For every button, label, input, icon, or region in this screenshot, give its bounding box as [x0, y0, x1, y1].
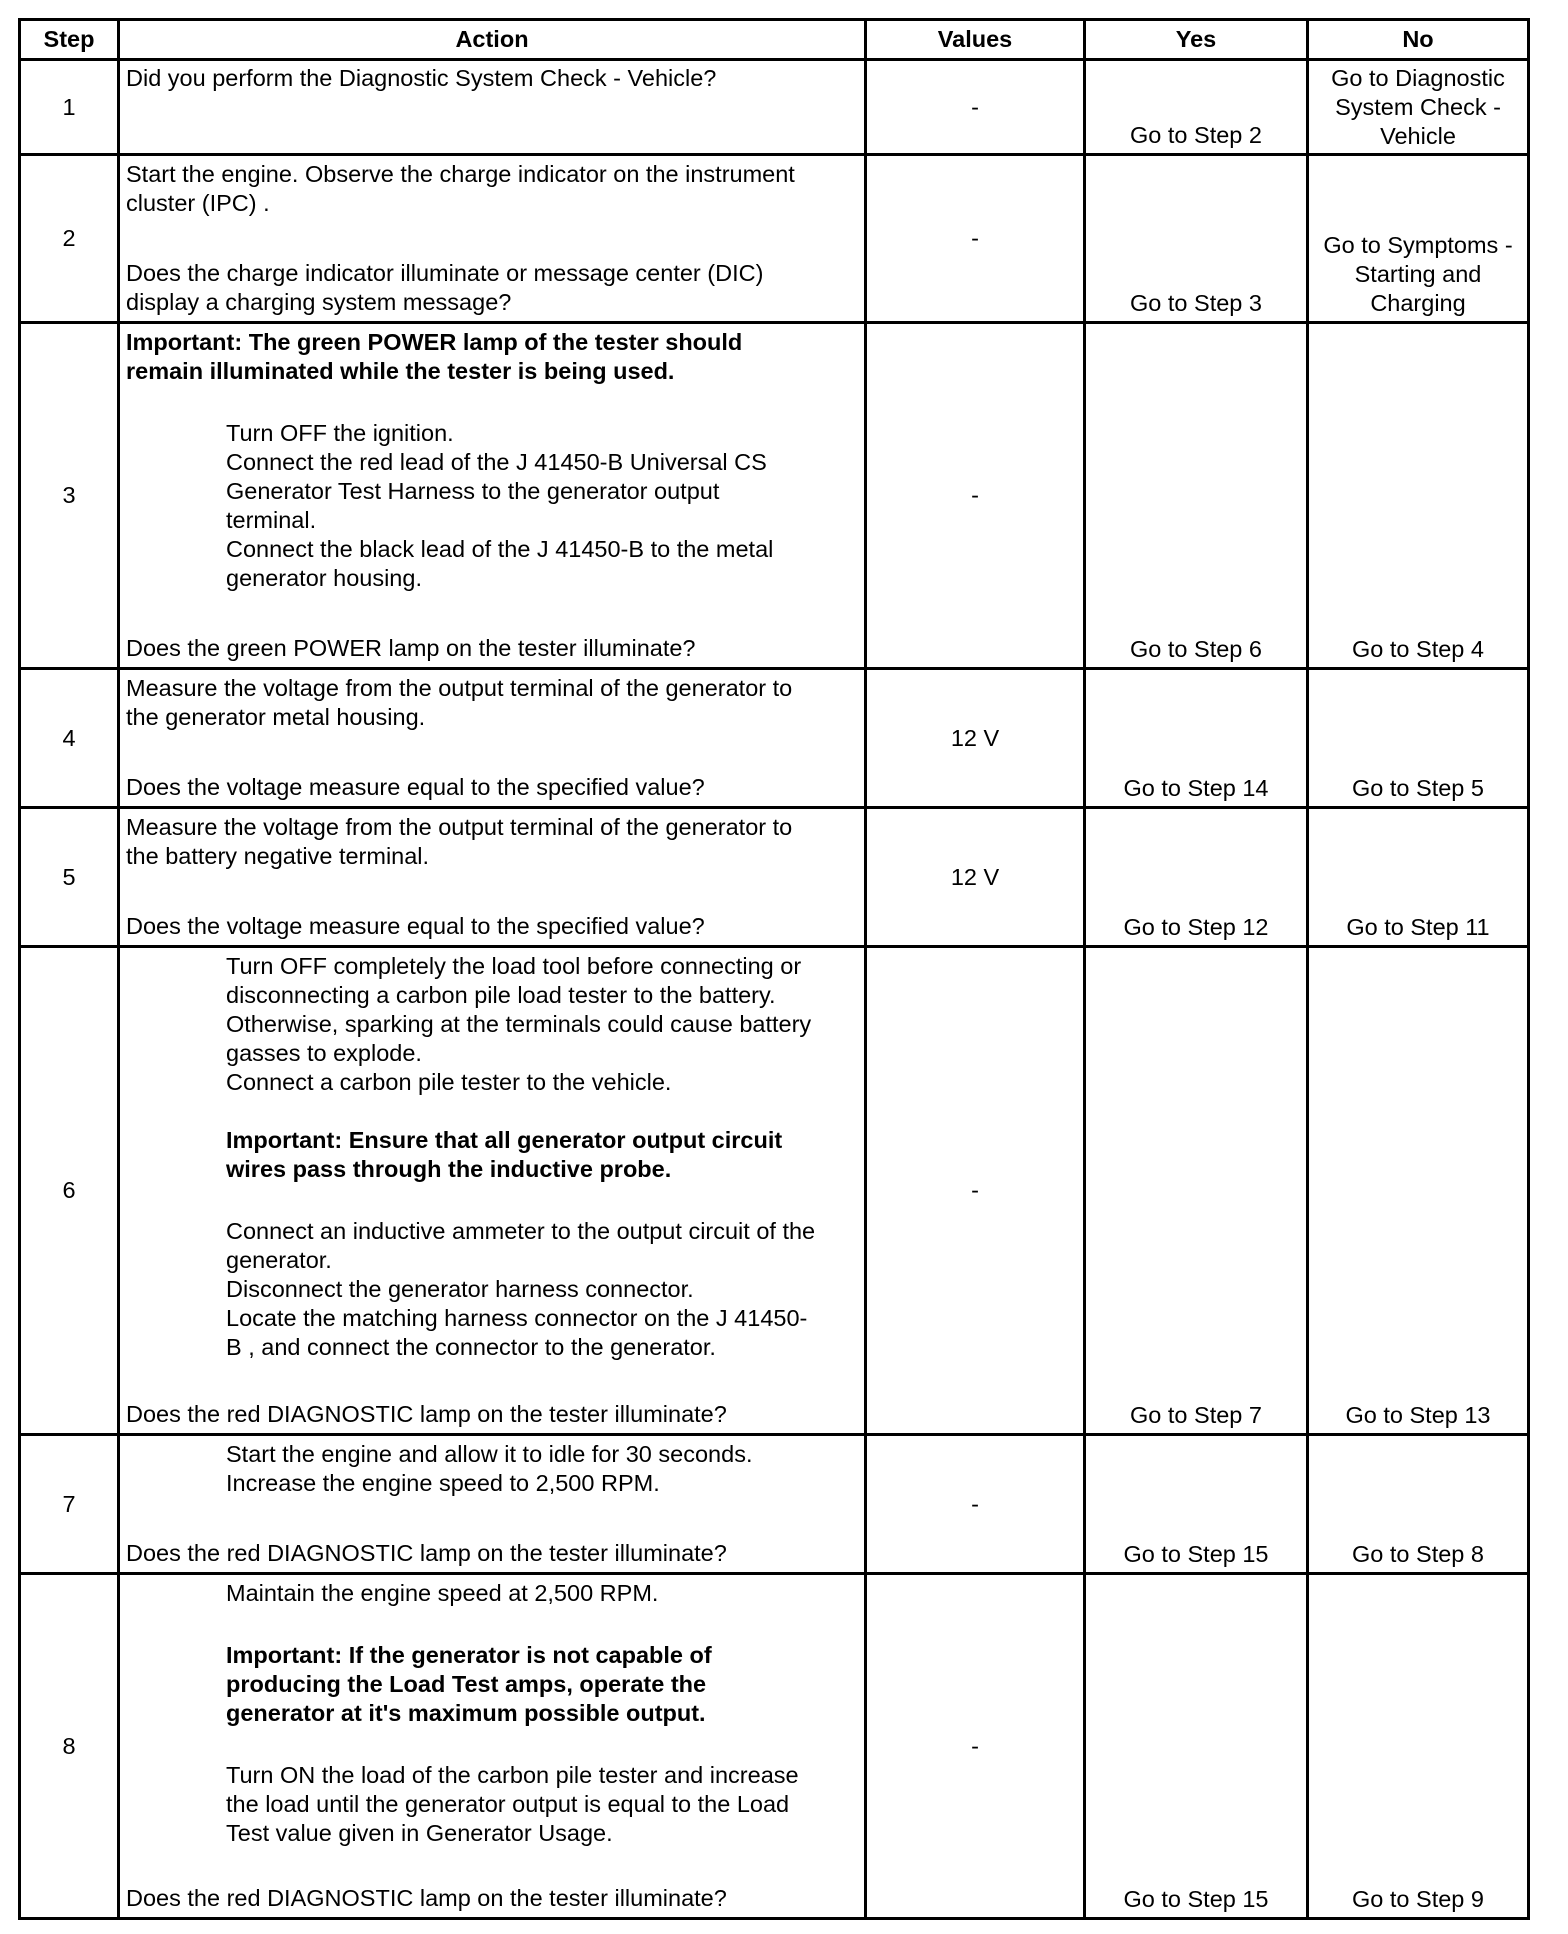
- yes-link: Go to Step 6: [1130, 636, 1262, 662]
- action-question: Does the red DIAGNOSTIC lamp on the tester illuminate?: [126, 1885, 727, 1911]
- action-line: Start the engine. Observe the charge indicator on the instrument: [126, 161, 795, 187]
- bullet-line: Otherwise, sparking at the terminals could cause battery: [226, 1011, 812, 1037]
- step-number: 2: [20, 155, 119, 323]
- no-cell: [1308, 1574, 1529, 1919]
- table-row: [20, 808, 1529, 947]
- value-cell: -: [866, 1435, 1085, 1574]
- value-cell: -: [866, 947, 1085, 1435]
- action-line: the battery negative terminal.: [126, 843, 430, 869]
- action-question: display a charging system message?: [126, 289, 512, 315]
- action-cell: [119, 1435, 866, 1574]
- no-line: Vehicle: [1380, 122, 1456, 149]
- bullet-line: Connect a carbon pile tester to the vehicle.: [226, 1069, 672, 1095]
- bullet-line: generator.: [226, 1247, 332, 1273]
- action-line: Measure the voltage from the output terminal of the generator to: [126, 814, 793, 840]
- action-cell: [119, 60, 866, 155]
- important-note: remain illuminated while the tester is being used.: [126, 358, 675, 384]
- yes-link: Go to Step 7: [1130, 1402, 1262, 1428]
- table-row: [20, 155, 1529, 323]
- yes-cell: [1085, 808, 1308, 947]
- no-cell: [1308, 60, 1529, 155]
- bullet-line: the load until the generator output is equal to the Load: [226, 1791, 790, 1817]
- bullet-line: disconnecting a carbon pile load tester to the battery.: [226, 982, 776, 1008]
- action-cell: [119, 808, 866, 947]
- no-cell: [1308, 1435, 1529, 1574]
- bullet-line: generator housing.: [226, 565, 422, 591]
- no-line: Starting and: [1354, 261, 1482, 287]
- yes-link: Go to Step 14: [1123, 775, 1269, 801]
- value-cell: 12 V: [866, 669, 1085, 808]
- bullet-line: Test value given in Generator Usage.: [226, 1820, 613, 1846]
- table-row: [20, 1435, 1529, 1574]
- bullet-line: Connect the black lead of the J 41450-B to the metal: [226, 536, 774, 562]
- header-yes: Yes: [1085, 20, 1308, 60]
- bullet-line: Turn ON the load of the carbon pile tester and increase: [226, 1762, 799, 1788]
- action-question: Does the charge indicator illuminate or message center (DIC): [126, 260, 764, 286]
- no-line: System Check -: [1335, 93, 1501, 120]
- important-note: Important: If the generator is not capable of: [226, 1642, 712, 1668]
- header-step: Step: [20, 20, 119, 60]
- bullet-line: Disconnect the generator harness connector.: [226, 1276, 694, 1302]
- action-cell: [119, 155, 866, 323]
- bullet-line: Locate the matching harness connector on the J 41450-: [226, 1305, 808, 1331]
- action-line: cluster (IPC) .: [126, 190, 270, 216]
- yes-cell: [1085, 947, 1308, 1435]
- bullet-line: terminal.: [226, 507, 317, 533]
- table-row: [20, 60, 1529, 155]
- action-question: Does the red DIAGNOSTIC lamp on the tester illuminate?: [126, 1540, 727, 1566]
- value-cell: 12 V: [866, 808, 1085, 947]
- no-cell: [1308, 669, 1529, 808]
- no-cell: [1308, 323, 1529, 669]
- table-header-row: [20, 20, 1529, 60]
- important-note: Important: Ensure that all generator output circuit: [226, 1127, 783, 1153]
- no-cell: [1308, 808, 1529, 947]
- yes-link: Go to Step 12: [1123, 914, 1269, 940]
- yes-cell: [1085, 1435, 1308, 1574]
- step-number: 7: [20, 1435, 119, 1574]
- step-number: 6: [20, 947, 119, 1435]
- no-link: Go to Step 4: [1352, 636, 1484, 662]
- no-link: Go to Step 8: [1352, 1541, 1484, 1567]
- action-cell: [119, 669, 866, 808]
- step-number: 5: [20, 808, 119, 947]
- no-line: Go to Diagnostic: [1331, 64, 1505, 91]
- table-row: [20, 1574, 1529, 1919]
- yes-link: Go to Step 15: [1123, 1541, 1269, 1567]
- bullet-line: gasses to explode.: [226, 1040, 422, 1066]
- table-row: [20, 947, 1529, 1435]
- no-cell: [1308, 947, 1529, 1435]
- value-cell: -: [866, 1574, 1085, 1919]
- no-link: Go to Step 5: [1352, 775, 1484, 801]
- action-cell: [119, 947, 866, 1435]
- no-line: Go to Symptoms -: [1323, 232, 1513, 258]
- important-note: Important: The green POWER lamp of the tester should: [126, 329, 743, 355]
- yes-cell: [1085, 60, 1308, 155]
- action-cell: [119, 1574, 866, 1919]
- value-cell: -: [866, 60, 1085, 155]
- bullet-line: Connect an inductive ammeter to the output circuit of the: [226, 1218, 816, 1244]
- no-line: Charging: [1370, 290, 1466, 316]
- yes-link: Go to Step 3: [1130, 290, 1262, 316]
- bullet-line: Turn OFF completely the load tool before connecting or: [226, 953, 802, 979]
- bullet-line: Turn OFF the ignition.: [226, 420, 454, 446]
- step-number: 3: [20, 323, 119, 669]
- step-number: 8: [20, 1574, 119, 1919]
- action-question: Does the red DIAGNOSTIC lamp on the tester illuminate?: [126, 1401, 727, 1427]
- no-link: Go to Step 9: [1352, 1886, 1484, 1912]
- bullet-line: Maintain the engine speed at 2,500 RPM.: [226, 1580, 659, 1606]
- header-action: Action: [119, 20, 866, 60]
- bullet-line: B , and connect the connector to the generator.: [226, 1334, 716, 1360]
- table-row: [20, 323, 1529, 669]
- action-line: the generator metal housing.: [126, 704, 426, 730]
- yes-link: Go to Step 2: [1130, 122, 1262, 148]
- yes-link: Go to Step 15: [1123, 1886, 1269, 1912]
- value-cell: -: [866, 323, 1085, 669]
- action-question: Does the voltage measure equal to the specified value?: [126, 913, 705, 939]
- action-question: Did you perform the Diagnostic System Check - Vehicle?: [126, 65, 717, 91]
- important-note: producing the Load Test amps, operate the: [226, 1671, 707, 1697]
- table-row: [20, 669, 1529, 808]
- bullet-line: Generator Test Harness to the generator output: [226, 478, 720, 504]
- header-no: No: [1308, 20, 1529, 60]
- yes-cell: [1085, 669, 1308, 808]
- important-note: wires pass through the inductive probe.: [226, 1156, 672, 1182]
- no-link: Go to Step 11: [1346, 914, 1490, 940]
- yes-cell: [1085, 155, 1308, 323]
- bullet-line: Connect the red lead of the J 41450-B Universal CS: [226, 449, 767, 475]
- action-line: Measure the voltage from the output terminal of the generator to: [126, 675, 793, 701]
- value-cell: -: [866, 155, 1085, 323]
- bullet-line: Increase the engine speed to 2,500 RPM.: [226, 1470, 660, 1496]
- bullet-line: Start the engine and allow it to idle for 30 seconds.: [226, 1441, 753, 1467]
- step-number: 1: [20, 60, 119, 155]
- action-question: Does the voltage measure equal to the specified value?: [126, 774, 705, 800]
- action-cell: [119, 323, 866, 669]
- important-note: generator at it's maximum possible output.: [226, 1700, 706, 1726]
- no-link: Go to Step 13: [1345, 1402, 1491, 1428]
- action-question: Does the green POWER lamp on the tester illuminate?: [126, 635, 696, 661]
- yes-cell: [1085, 323, 1308, 669]
- diagnostic-table: [18, 18, 1530, 1920]
- header-values: Values: [866, 20, 1085, 60]
- yes-cell: [1085, 1574, 1308, 1919]
- step-number: 4: [20, 669, 119, 808]
- no-cell: [1308, 155, 1529, 323]
